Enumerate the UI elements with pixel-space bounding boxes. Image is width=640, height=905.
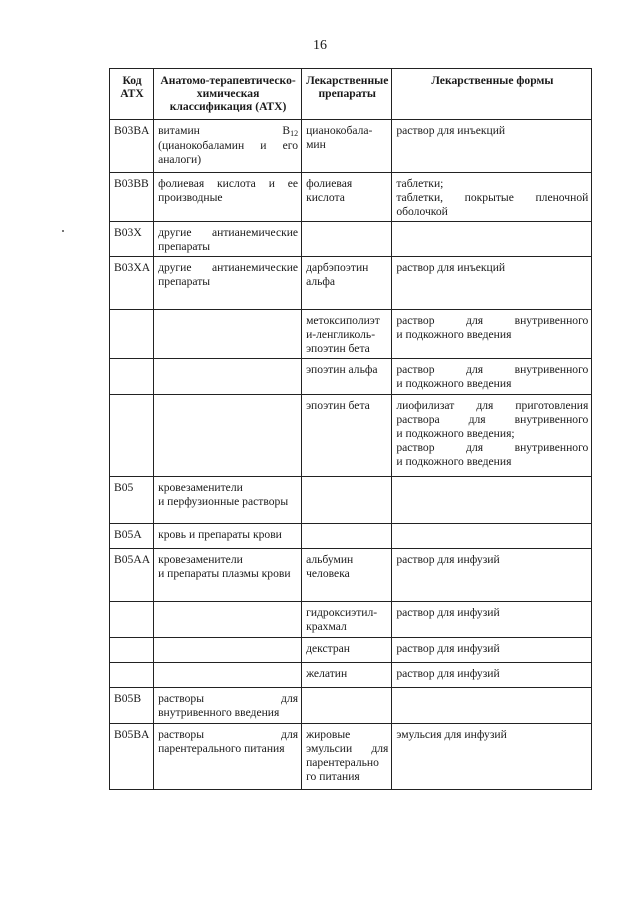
page-number: 16	[313, 38, 327, 53]
atx-code-cell: B05BA	[110, 724, 154, 790]
form-cell	[392, 173, 592, 222]
atx-code-cell	[110, 663, 154, 688]
drug-line: и-ленгликоль-	[306, 328, 376, 341]
form-cell	[392, 120, 592, 173]
drug-line: мин	[306, 138, 326, 151]
drug-line: метоксиполиэт	[306, 314, 380, 327]
classification-line: производные	[158, 191, 223, 204]
header-forms: Лекарственные формы	[392, 69, 592, 120]
drug-cell	[302, 524, 392, 549]
table-row	[110, 120, 592, 173]
classification-line: растворы для	[158, 692, 299, 705]
table-row	[110, 257, 592, 310]
drug-line: жировые	[306, 728, 351, 741]
classification-cell	[154, 524, 302, 549]
classification-line: препараты	[158, 275, 211, 288]
classification-line: кровезаменители	[158, 481, 243, 494]
form-cell	[392, 638, 592, 663]
form-line: раствор для инъекций	[396, 261, 506, 274]
drug-line: человека	[306, 567, 350, 580]
table-row	[110, 395, 592, 477]
form-line: эмульсия для инфузий	[396, 728, 507, 741]
classification-cell	[154, 173, 302, 222]
table-row	[110, 173, 592, 222]
form-line: таблетки, покрытые пленочной	[396, 191, 589, 204]
header-classification: Анатомо-терапевтическо-химическая классификация (АТХ)	[154, 69, 302, 120]
classification-cell	[154, 477, 302, 524]
form-line: раствор для внутривенного	[396, 363, 589, 376]
table-header-row	[110, 69, 592, 120]
atx-code-cell: B03BB	[110, 173, 154, 222]
form-line: таблетки;	[396, 177, 444, 190]
form-line: и подкожного введения	[396, 328, 512, 341]
classification-cell	[154, 549, 302, 602]
atx-code-cell: B03X	[110, 222, 154, 257]
table-row	[110, 222, 592, 257]
table-row	[110, 524, 592, 549]
table-row	[110, 688, 592, 724]
form-cell	[392, 395, 592, 477]
form-line: раствор для инъекций	[396, 124, 506, 137]
drug-cell	[302, 638, 392, 663]
drug-line: эпоэтин бета	[306, 342, 370, 355]
table-row	[110, 359, 592, 395]
atx-code-cell	[110, 359, 154, 395]
drug-line: гидроксиэтил-	[306, 606, 378, 619]
table-body	[110, 120, 592, 790]
form-line: раствор для инфузий	[396, 642, 500, 655]
table-row	[110, 663, 592, 688]
drug-line: крахмал	[306, 620, 347, 633]
form-line: и подкожного введения;	[396, 427, 515, 440]
table-row	[110, 549, 592, 602]
table-row	[110, 310, 592, 359]
classification-line: растворы для	[158, 728, 299, 741]
drug-line: альбумин	[306, 553, 354, 566]
atx-code-cell	[110, 602, 154, 638]
drug-cell	[302, 477, 392, 524]
drug-cell	[302, 310, 392, 359]
form-line: раствор для инфузий	[396, 553, 500, 566]
form-cell	[392, 663, 592, 688]
classification-cell	[154, 120, 302, 173]
atx-code-cell: B03XA	[110, 257, 154, 310]
form-line: раствор для инфузий	[396, 606, 500, 619]
form-cell	[392, 688, 592, 724]
drug-line: цианокобала-	[306, 124, 373, 137]
drug-line: декстран	[306, 642, 350, 655]
atx-code-cell	[110, 395, 154, 477]
form-line: раствор для инфузий	[396, 667, 500, 680]
atx-code-cell: B05A	[110, 524, 154, 549]
classification-line: кровь и препараты крови	[158, 528, 282, 541]
classification-cell	[154, 638, 302, 663]
drug-cell	[302, 663, 392, 688]
form-cell	[392, 222, 592, 257]
classification-cell	[154, 222, 302, 257]
classification-line: (цианокобаламин и его	[158, 139, 299, 152]
drug-cell	[302, 549, 392, 602]
classification-line: аналоги)	[158, 153, 202, 166]
drug-line: кислота	[306, 191, 345, 204]
form-cell	[392, 524, 592, 549]
form-line: раствор для внутривенного	[396, 441, 589, 454]
classification-cell	[154, 395, 302, 477]
drug-line: альфа	[306, 275, 336, 288]
atx-code-cell: B05	[110, 477, 154, 524]
classification-cell	[154, 310, 302, 359]
form-line: раствор для внутривенного	[396, 314, 589, 327]
classification-cell	[154, 724, 302, 790]
classification-cell	[154, 663, 302, 688]
drug-cell	[302, 602, 392, 638]
form-line: и подкожного введения	[396, 377, 512, 390]
drug-line: парентерально	[306, 756, 379, 769]
classification-line: другие антианемические	[158, 261, 299, 274]
atx-code-cell: B05AA	[110, 549, 154, 602]
form-line: раствора для внутривенного	[396, 413, 589, 426]
table-row	[110, 602, 592, 638]
atx-table	[109, 68, 592, 790]
drug-line: желатин	[306, 667, 348, 680]
atx-code-cell: B03BA	[110, 120, 154, 173]
form-cell	[392, 359, 592, 395]
drug-cell	[302, 688, 392, 724]
drug-line: го питания	[306, 770, 360, 783]
form-cell	[392, 257, 592, 310]
classification-cell	[154, 359, 302, 395]
drug-cell	[302, 222, 392, 257]
form-line: оболочкой	[396, 205, 448, 218]
drug-cell	[302, 359, 392, 395]
classification-line: и перфузионные растворы	[158, 495, 289, 508]
drug-cell	[302, 724, 392, 790]
margin-mark	[62, 230, 64, 232]
drug-line: эпоэтин альфа	[306, 363, 378, 376]
drug-cell	[302, 120, 392, 173]
form-line: и подкожного введения	[396, 455, 512, 468]
classification-cell	[154, 688, 302, 724]
drug-line: эпоэтин бета	[306, 399, 370, 412]
form-cell	[392, 602, 592, 638]
table-row	[110, 638, 592, 663]
classification-cell	[154, 257, 302, 310]
form-cell	[392, 549, 592, 602]
form-line: лиофилизат для приготовления	[396, 399, 589, 412]
classification-line: и препараты плазмы крови	[158, 567, 291, 580]
header-code: Код АТХ	[110, 69, 154, 120]
form-cell	[392, 477, 592, 524]
form-cell	[392, 310, 592, 359]
atx-code-cell: B05B	[110, 688, 154, 724]
classification-line: кровезаменители	[158, 553, 243, 566]
drug-cell	[302, 395, 392, 477]
classification-line: парентерального питания	[158, 742, 285, 755]
table-row	[110, 724, 592, 790]
header-drugs: Лекарственные препараты	[302, 69, 392, 120]
classification-line: внутривенного введения	[158, 706, 280, 719]
drug-line: фолиевая	[306, 177, 353, 190]
classification-line: фолиевая кислота и ее	[158, 177, 299, 190]
drug-cell	[302, 257, 392, 310]
classification-cell	[154, 602, 302, 638]
classification-line: другие антианемические	[158, 226, 299, 239]
table-row	[110, 477, 592, 524]
atx-code-cell	[110, 638, 154, 663]
drug-line: дарбэпоэтин	[306, 261, 369, 274]
classification-line: витамин B12	[158, 124, 299, 138]
atx-code-cell	[110, 310, 154, 359]
drug-cell	[302, 173, 392, 222]
drug-line: эмульсии для	[306, 742, 389, 755]
form-cell	[392, 724, 592, 790]
classification-line: препараты	[158, 240, 211, 253]
